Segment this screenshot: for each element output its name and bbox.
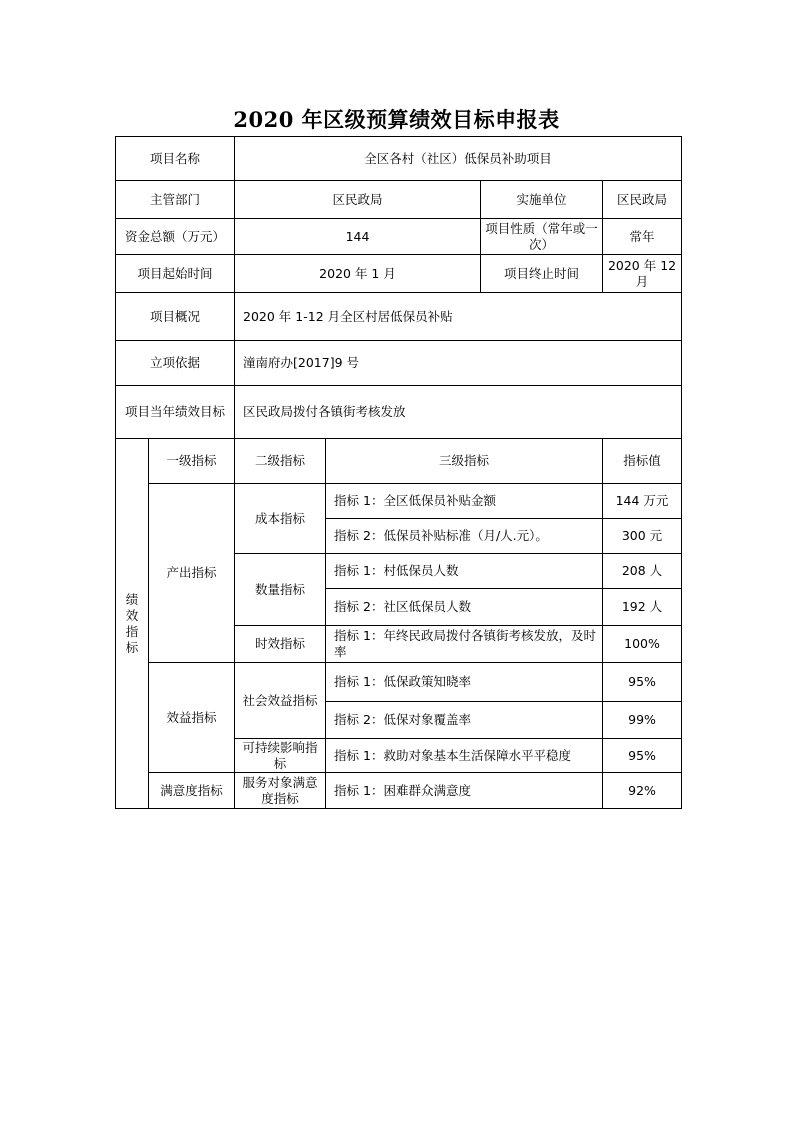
timeliness-indicator-1: 指标 1：年终民政局拨付各镇街考核发放，及时率 [326, 626, 603, 663]
end-label: 项目终止时间 [481, 255, 603, 293]
header-level1: 一级指标 [149, 439, 235, 484]
header-level3: 三级指标 [326, 439, 603, 484]
header-level2: 二级指标 [235, 439, 326, 484]
start-value: 2020 年 1 月 [235, 255, 481, 293]
service-indicator-label: 服务对象满意度指标 [235, 773, 326, 809]
row-dates [116, 255, 682, 293]
quantity-indicator-2: 指标 2：社区低保员人数 [326, 589, 603, 626]
sustain-indicator-1: 指标 1：救助对象基本生活保障水平平稳度 [326, 739, 603, 773]
output-indicator-label: 产出指标 [149, 484, 235, 663]
funds-label: 资金总额（万元） [116, 219, 235, 255]
overview-value: 2020 年 1-12 月全区村居低保员补贴 [235, 293, 682, 341]
benefit-indicator-label: 效益指标 [149, 663, 235, 773]
funds-value: 144 [235, 219, 481, 255]
basis-label: 立项依据 [116, 341, 235, 386]
end-value: 2020 年 12 月 [603, 255, 682, 293]
quantity-indicator-1: 指标 1：村低保员人数 [326, 554, 603, 589]
impl-unit-label: 实施单位 [481, 181, 603, 219]
row-project-name [116, 137, 682, 181]
row-indicator-headers [116, 439, 682, 484]
cost-indicator-1-value: 144 万元 [603, 484, 682, 519]
header-value: 指标值 [603, 439, 682, 484]
dept-label: 主管部门 [116, 181, 235, 219]
page-title: 2020 年区级预算绩效目标申报表 [233, 107, 560, 132]
timeliness-indicator-label: 时效指标 [235, 626, 326, 663]
row-goal [116, 386, 682, 439]
quantity-indicator-2-value: 192 人 [603, 589, 682, 626]
cost-indicator-2-value: 300 元 [603, 519, 682, 554]
row-funds [116, 219, 682, 255]
social-indicator-1-value: 95% [603, 663, 682, 702]
table-row [116, 773, 682, 809]
indicators-section-label [116, 439, 149, 809]
row-department [116, 181, 682, 219]
nature-value: 常年 [603, 219, 682, 255]
social-indicator-1: 指标 1：低保政策知晓率 [326, 663, 603, 702]
dept-value: 区民政局 [235, 181, 481, 219]
basis-value: 潼南府办[2017]9 号 [235, 341, 682, 386]
cost-indicator-label: 成本指标 [235, 484, 326, 554]
satisfaction-indicator-1-value: 92% [603, 773, 682, 809]
project-name-label: 项目名称 [116, 137, 235, 181]
social-indicator-2: 指标 2：低保对象覆盖率 [326, 702, 603, 739]
overview-label: 项目概况 [116, 293, 235, 341]
satisfaction-indicator-1: 指标 1：困难群众满意度 [326, 773, 603, 809]
goal-value: 区民政局拨付各镇街考核发放 [235, 386, 682, 439]
social-indicator-2-value: 99% [603, 702, 682, 739]
goal-label: 项目当年绩效目标 [116, 386, 235, 439]
cost-indicator-2: 指标 2：低保员补贴标准（月/人.元）。 [326, 519, 603, 554]
row-basis [116, 341, 682, 386]
quantity-indicator-1-value: 208 人 [603, 554, 682, 589]
project-name-value: 全区各村（社区）低保员补助项目 [235, 137, 682, 181]
nature-label: 项目性质（常年或一次） [481, 219, 603, 255]
budget-form-table [115, 136, 682, 809]
sustain-indicator-label: 可持续影响指标 [235, 739, 326, 773]
quantity-indicator-label: 数量指标 [235, 554, 326, 626]
table-row [116, 663, 682, 702]
impl-unit-value: 区民政局 [603, 181, 682, 219]
sustain-indicator-1-value: 95% [603, 739, 682, 773]
satisfaction-indicator-label: 满意度指标 [149, 773, 235, 809]
indicators-section-text: 绩效指标 [125, 591, 139, 655]
row-overview [116, 293, 682, 341]
cost-indicator-1: 指标 1：全区低保员补贴金额 [326, 484, 603, 519]
social-indicator-label: 社会效益指标 [235, 663, 326, 739]
timeliness-indicator-1-value: 100% [603, 626, 682, 663]
table-row [116, 484, 682, 519]
start-label: 项目起始时间 [116, 255, 235, 293]
